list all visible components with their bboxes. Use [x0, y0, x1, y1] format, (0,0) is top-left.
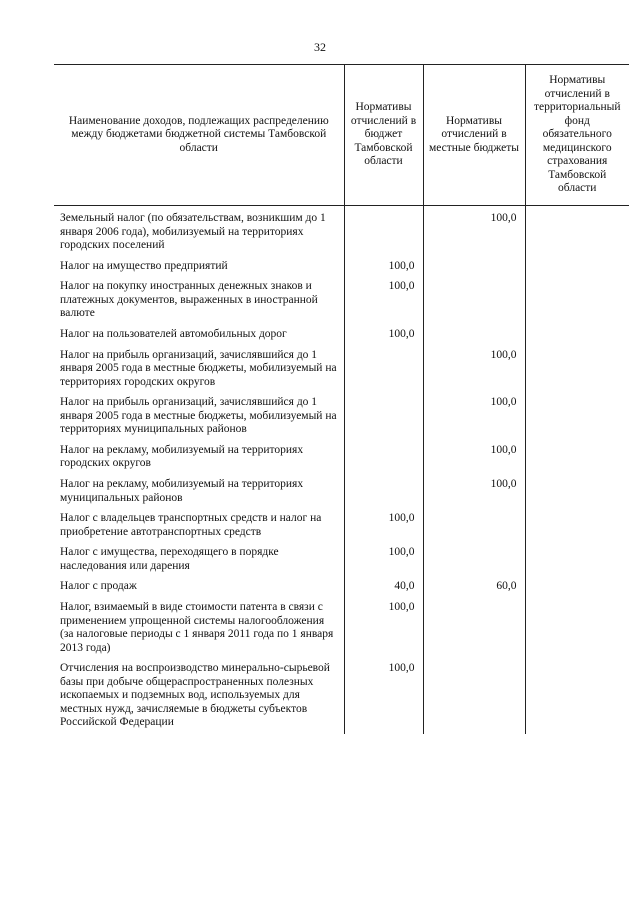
fund-norm-cell: [525, 543, 629, 577]
local-norm-cell: [423, 598, 525, 659]
regional-norm-cell: [344, 441, 423, 475]
table-row: [54, 206, 629, 257]
local-norm-cell: 100,0: [423, 346, 525, 394]
fund-norm-cell: [525, 257, 629, 278]
revenue-name-cell: Налог на прибыль организаций, зачислявшийся до 1 января 2005 года в местные бюджеты, мобилизуемый на территориях городских округов: [60, 348, 337, 388]
fund-norm-cell: [525, 659, 629, 734]
local-norm-cell: 100,0: [423, 441, 525, 475]
local-norm-cell: [423, 659, 525, 734]
local-norm-cell: 60,0: [423, 577, 525, 598]
fund-norm-cell: [525, 598, 629, 659]
page-number: 32: [314, 40, 326, 54]
revenue-name-cell: Отчисления на воспроизводство минерально-сырьевой базы при добыче общераспространенных полезных ископаемых и подземных вод, используемых для местных нужд, зачисляемые в бюджеты субъектов Российской Федерации: [60, 662, 330, 729]
revenue-name-cell: Налог на рекламу, мобилизуемый на территориях городских округов: [60, 443, 304, 470]
local-norm-cell: [423, 325, 525, 346]
local-norm-cell: 100,0: [423, 206, 525, 257]
header-revenue-name: Наименование доходов, подлежащих распределению между бюджетами бюджетной системы Тамбовской области: [54, 65, 344, 206]
table-row: [54, 543, 629, 577]
regional-norm-cell: [344, 206, 423, 257]
table-row: [54, 509, 629, 543]
fund-norm-cell: [525, 277, 629, 325]
table-row: [54, 277, 629, 325]
local-norm-cell: [423, 277, 525, 325]
fund-norm-cell: [525, 393, 629, 441]
regional-norm-cell: [344, 393, 423, 441]
revenue-name-cell: Налог на рекламу, мобилизуемый на территориях муниципальных районов: [60, 478, 304, 504]
table-row: [54, 659, 629, 734]
revenue-name-cell: Налог на прибыль организаций, зачислявшийся до 1 января 2005 года в местные бюджеты, мобилизуемый на территориях муниципальных районов: [60, 396, 337, 436]
regional-norm-cell: 100,0: [344, 598, 423, 659]
table-row: [54, 598, 629, 659]
fund-norm-cell: [525, 206, 629, 257]
revenue-name-cell: Налог, взимаемый в виде стоимости патента в связи с применением упрощенной системы налогообложения (за налоговые периоды с 1 января 2011 года по 1 января 2013 года): [60, 600, 334, 654]
fund-norm-cell: [525, 325, 629, 346]
table-row: [54, 475, 629, 509]
regional-norm-cell: 100,0: [344, 277, 423, 325]
regional-norm-cell: [344, 346, 423, 394]
table-header-row: [54, 65, 629, 206]
regional-norm-cell: 100,0: [344, 543, 423, 577]
local-norm-cell: 100,0: [423, 393, 525, 441]
table-row: [54, 393, 629, 441]
header-local-budgets: Нормативы отчислений в местные бюджеты: [423, 65, 525, 206]
fund-norm-cell: [525, 475, 629, 509]
table-row: [54, 441, 629, 475]
regional-norm-cell: 40,0: [344, 577, 423, 598]
revenue-name-cell: Налог на имущество предприятий: [60, 259, 228, 272]
revenue-name-cell: Налог с продаж: [60, 580, 137, 593]
local-norm-cell: [423, 543, 525, 577]
revenue-name-cell: Налог на покупку иностранных денежных знаков и платежных документов, выраженных в иностранной валюте: [60, 280, 318, 320]
regional-norm-cell: 100,0: [344, 509, 423, 543]
table-row: [54, 346, 629, 394]
fund-norm-cell: [525, 509, 629, 543]
fund-norm-cell: [525, 577, 629, 598]
revenue-name-cell: Налог с владельцев транспортных средств и налог на приобретение автотранспортных средств: [60, 512, 322, 538]
local-norm-cell: [423, 257, 525, 278]
table-row: [54, 325, 629, 346]
regional-norm-cell: [344, 475, 423, 509]
regional-norm-cell: 100,0: [344, 257, 423, 278]
revenue-name-cell: Земельный налог (по обязательствам, возникшим до 1 января 2006 года), мобилизуемый на территориях городских поселений: [60, 212, 326, 252]
table-row: [54, 257, 629, 278]
local-norm-cell: 100,0: [423, 475, 525, 509]
regional-norm-cell: 100,0: [344, 659, 423, 734]
regional-norm-cell: 100,0: [344, 325, 423, 346]
revenue-name-cell: Налог с имущества, переходящего в порядке наследования или дарения: [60, 546, 279, 572]
revenue-distribution-table: [54, 64, 629, 734]
header-regional-budget: Нормативы отчислений в бюджет Тамбовской области: [344, 65, 423, 206]
fund-norm-cell: [525, 441, 629, 475]
table-row: [54, 577, 629, 598]
local-norm-cell: [423, 509, 525, 543]
header-medical-insurance-fund: Нормативы отчислений в территориальный фонд обязательного медицинского страхования Тамбовской области: [525, 65, 629, 206]
fund-norm-cell: [525, 346, 629, 394]
revenue-name-cell: Налог на пользователей автомобильных дорог: [60, 327, 287, 340]
